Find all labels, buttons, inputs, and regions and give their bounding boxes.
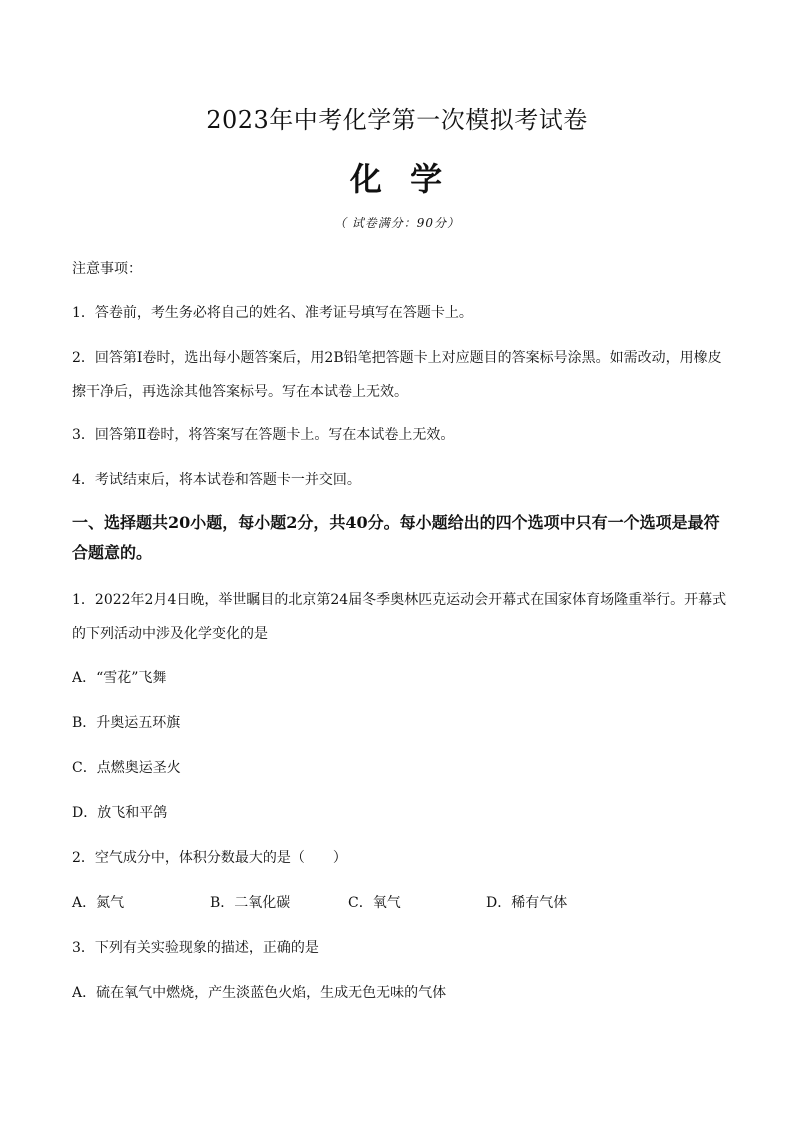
question-3-option-a: A．硫在氧气中燃烧，产生淡蓝色火焰，生成无色无味的气体 xyxy=(72,985,447,1001)
exam-title: 2023年中考化学第一次模拟考试卷 xyxy=(206,106,588,134)
question-2-stem: 2．空气成分中，体积分数最大的是（ ） xyxy=(72,850,347,866)
question-2-option-c: C．氧气 xyxy=(348,895,401,911)
question-1-option-d: D．放飞和平鸽 xyxy=(72,805,168,821)
question-3-stem: 3．下列有关实验现象的描述，正确的是 xyxy=(72,940,319,956)
notice-heading: 注意事项： xyxy=(72,261,142,277)
question-2-option-d: D．稀有气体 xyxy=(486,895,568,911)
question-2-option-a: A．氮气 xyxy=(72,895,125,911)
question-1-option-b: B．升奥运五环旗 xyxy=(72,715,181,731)
subject-heading: 化 学 xyxy=(349,160,445,198)
question-1-stem: 1．2022年2月4日晚，举世瞩目的北京第24届冬季奥林匹克运动会开幕式在国家体育场隆重举行。开幕式的下列活动中涉及化学变化的是 xyxy=(72,592,727,642)
notice-item-3: 3．回答第Ⅱ卷时，将答案写在答题卡上。写在本试卷上无效。 xyxy=(72,427,455,443)
question-1-option-c: C．点燃奥运圣火 xyxy=(72,760,181,776)
question-2-option-b: B．二氧化碳 xyxy=(210,895,291,911)
score-note: （ 试卷满分：90分） xyxy=(333,216,461,230)
notice-item-1: 1．答卷前，考生务必将自己的姓名、准考证号填写在答题卡上。 xyxy=(72,305,473,321)
notice-item-4: 4．考试结束后，将本试卷和答题卡一并交回。 xyxy=(72,472,361,488)
question-1-option-a: A．“雪花”飞舞 xyxy=(72,670,167,686)
notice-item-2: 2．回答第Ⅰ卷时，选出每小题答案后，用2B铅笔把答题卡上对应题目的答案标号涂黑。如需改动，用橡皮擦干净后，再选涂其他答案标号。写在本试卷上无效。 xyxy=(72,350,722,400)
section-heading: 一、选择题共20小题，每小题2分，共40分。每小题给出的四个选项中只有一个选项是最符合题意的。 xyxy=(72,513,720,562)
